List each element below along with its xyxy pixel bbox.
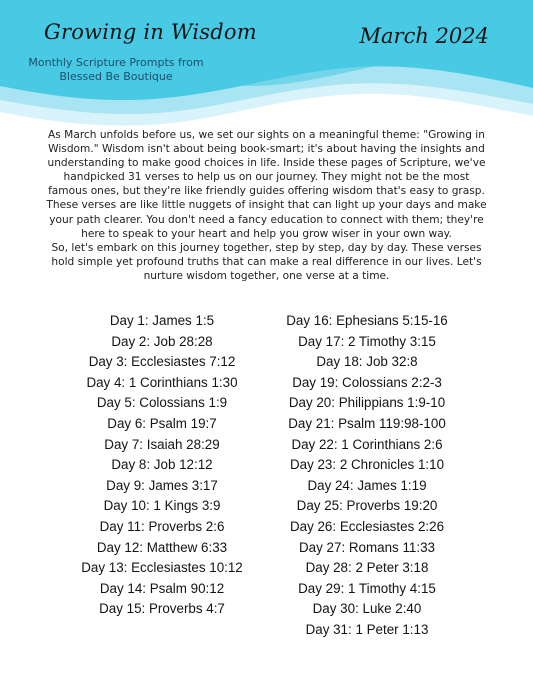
header-banner [0, 0, 533, 130]
day-item: Day 4: 1 Corinthians 1:30 [86, 374, 238, 390]
day-item: Day 8: Job 12:12 [111, 457, 213, 473]
day-item: Day 15: Proverbs 4:7 [99, 601, 225, 617]
day-item: Day 5: Colossians 1:9 [96, 395, 228, 411]
day-item: Day 21: Psalm 119:98-100 [288, 415, 446, 431]
day-item: Day 22: 1 Corinthians 2:6 [291, 436, 443, 452]
day-item: Day 20: Philippians 1:9-10 [288, 395, 446, 411]
month-label: March 2024 [359, 24, 489, 48]
days-list-right [272, 311, 462, 641]
intro-paragraph-1: As March unfolds before us, we set our sights on a meaningful theme: "Growing in Wisdom." Wisdom isn't about being book-smart; it's about having the insights and understanding to make good choices in life. Inside these pages of Scripture, we've handpicked 31 verses to help us on our journey. They might not be the most famous ones, but they're like friendly guides offering wisdom that's easy to grasp. These verses are like little nuggets of insight that can light up your days and make your path clearer. You don't need a fancy education to connect with them; they're here to speak to your heart and help you grow wiser in your own way. [46, 129, 487, 240]
day-item: Day 12: Matthew 6:33 [96, 539, 228, 555]
day-item: Day 10: 1 Kings 3:9 [103, 498, 221, 514]
day-item: Day 2: Job 28:28 [111, 333, 213, 349]
day-item: Day 30: Luke 2:40 [312, 601, 422, 617]
day-item: Day 19: Colossians 2:2-3 [292, 374, 442, 390]
subtitle: Monthly Scripture Prompts from Blessed Be Boutique [28, 56, 204, 83]
day-item: Day 27: Romans 11:33 [299, 539, 435, 555]
days-list-left [67, 311, 257, 620]
day-item: Day 11: Proverbs 2:6 [99, 518, 225, 534]
day-item: Day 7: Isaiah 28:29 [104, 436, 220, 452]
day-item: Day 3: Ecclesiastes 7:12 [88, 354, 236, 370]
day-item: Day 1: James 1:5 [109, 313, 215, 328]
day-item: Day 16: Ephesians 5:15-16 [286, 313, 448, 328]
day-item: Day 28: 2 Peter 3:18 [305, 560, 429, 576]
intro-text [46, 128, 487, 283]
day-item: Day 9: James 3:17 [106, 477, 218, 493]
day-item: Day 26: Ecclesiastes 2:26 [289, 518, 445, 534]
day-item: Day 25: Proverbs 19:20 [296, 498, 438, 514]
day-item: Day 29: 1 Timothy 4:15 [298, 580, 436, 596]
day-item: Day 31: 1 Peter 1:13 [305, 621, 429, 637]
day-item: Day 17: 2 Timothy 3:15 [298, 333, 436, 349]
day-item: Day 6: Psalm 19:7 [107, 415, 217, 431]
intro-paragraph-2: So, let's embark on this journey together, step by step, day by day. These verses hold simple yet profound truths that can make a real difference in our lives. Let's nurture wisdom together, one verse at a time. [51, 241, 482, 282]
day-item: Day 14: Psalm 90:12 [99, 580, 225, 596]
day-item: Day 24: James 1:19 [307, 477, 427, 493]
day-item: Day 13: Ecclesiastes 10:12 [81, 560, 243, 576]
day-item: Day 18: Job 32:8 [316, 354, 418, 370]
page-title: Growing in Wisdom [44, 20, 257, 44]
day-item: Day 23: 2 Chronicles 1:10 [289, 457, 445, 473]
